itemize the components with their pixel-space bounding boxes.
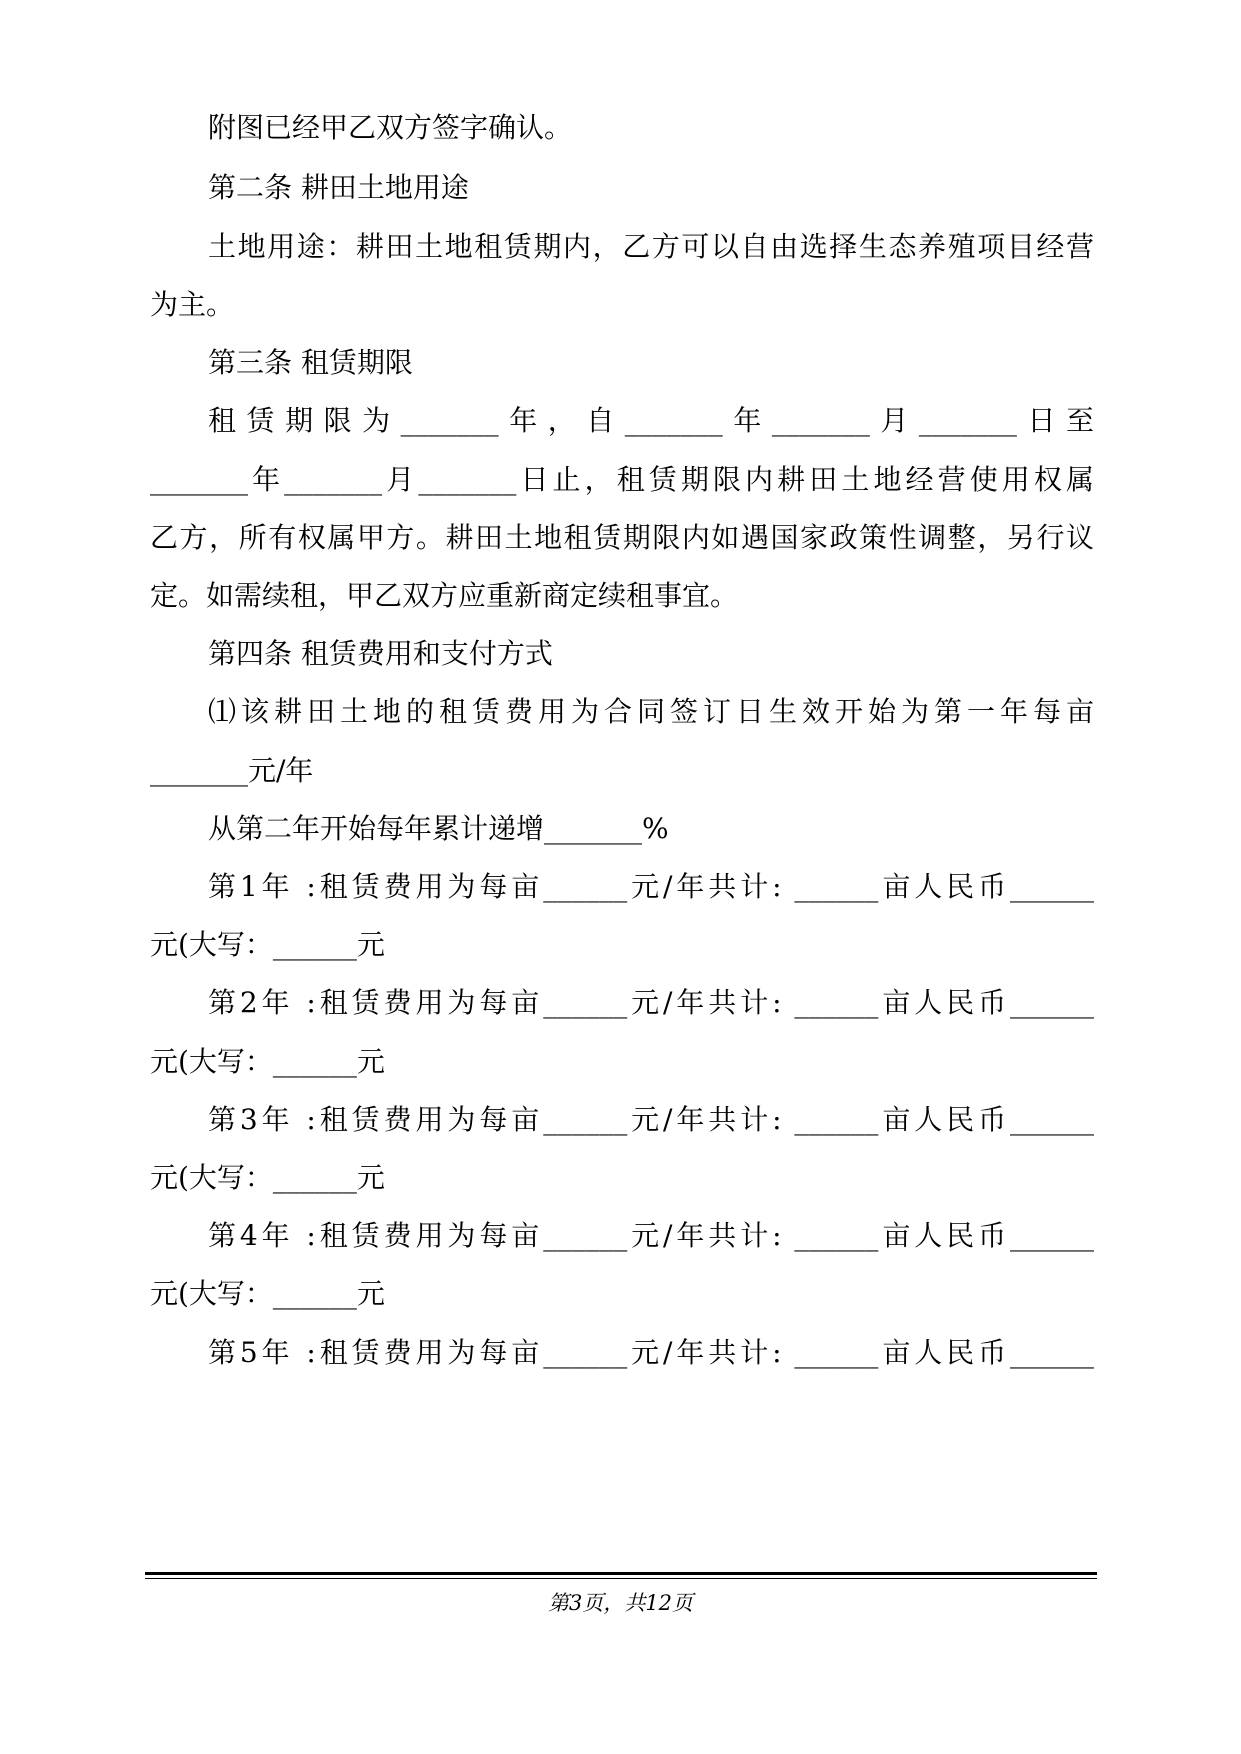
- paragraph-line: _______元/年: [150, 754, 314, 787]
- fee-year-line: 第3年 :租赁费用为每亩______元/年共计: ______亩人民币______: [208, 1103, 1094, 1136]
- fee-capital-line: 元(大写：______元: [150, 928, 385, 961]
- paragraph-line: 定。如需续租，甲乙双方应重新商定续租事宜。: [150, 579, 739, 612]
- section-heading: 第二条 耕田土地用途: [208, 171, 469, 204]
- paragraph-line: ⑴该耕田土地的租赁费用为合同签订日生效开始为第一年每亩: [208, 695, 1094, 728]
- paragraph-line: _______年_______月_______日止，租赁期限内耕田土地经营使用权属: [150, 463, 1094, 496]
- fee-capital-line: 元(大写：______元: [150, 1161, 385, 1194]
- paragraph-line: 租赁期限为_______年，自_______年_______月_______日至: [208, 404, 1094, 437]
- fee-capital-line: 元(大写：______元: [150, 1277, 385, 1310]
- section-heading: 第四条 租赁费用和支付方式: [208, 637, 553, 670]
- footer-divider-thin: [145, 1578, 1097, 1579]
- fee-capital-line: 元(大写：______元: [150, 1045, 385, 1078]
- fee-year-line: 第1年 :租赁费用为每亩______元/年共计: ______亩人民币______: [208, 870, 1094, 903]
- paragraph-line: 土地用途：耕田土地租赁期内，乙方可以自由选择生态养殖项目经营: [208, 230, 1094, 263]
- fee-year-line: 第4年 :租赁费用为每亩______元/年共计: ______亩人民币______: [208, 1219, 1094, 1252]
- paragraph-line: 附图已经甲乙双方签字确认。: [208, 111, 573, 144]
- paragraph-line: 为主。: [150, 288, 235, 321]
- page-number: 第3页，共12页: [547, 1591, 694, 1615]
- fee-year-line: 第5年 :租赁费用为每亩______元/年共计: ______亩人民币______: [208, 1336, 1094, 1369]
- paragraph-line: 从第二年开始每年累计递增_______%: [208, 812, 669, 845]
- footer-divider: [145, 1572, 1097, 1575]
- paragraph-line: 乙方，所有权属甲方。耕田土地租赁期限内如遇国家政策性调整，另行议: [150, 521, 1094, 554]
- fee-year-line: 第2年 :租赁费用为每亩______元/年共计: ______亩人民币______: [208, 986, 1094, 1019]
- section-heading: 第三条 租赁期限: [208, 346, 413, 379]
